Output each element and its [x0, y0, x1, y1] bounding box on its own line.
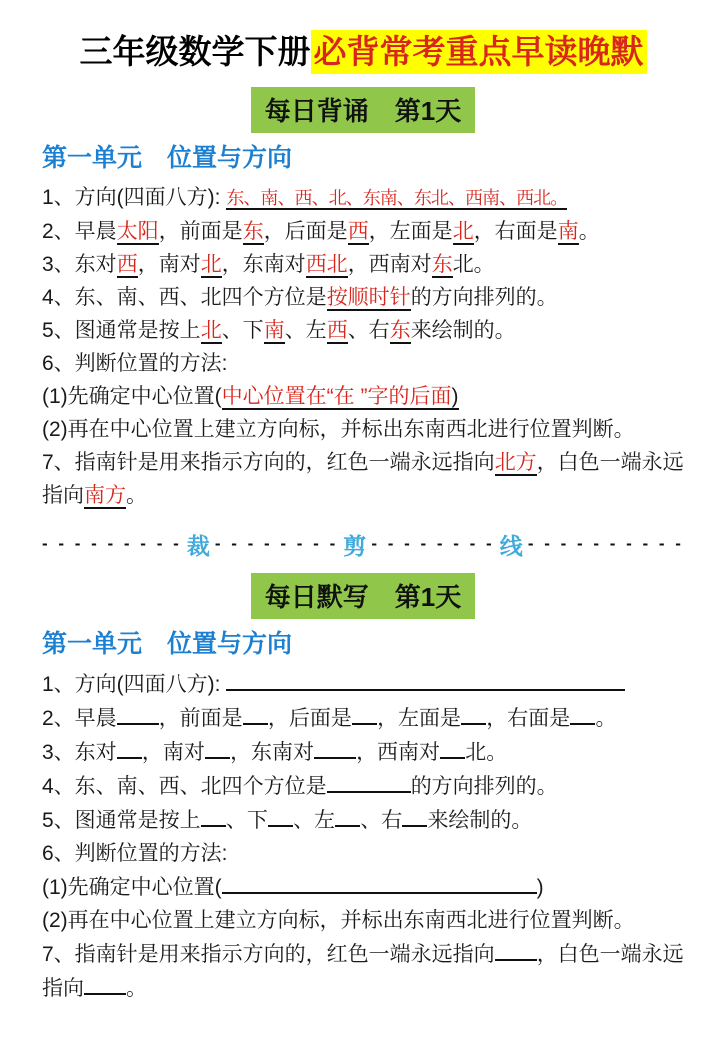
- text-line: [42, 837, 684, 870]
- answer-blank: [117, 735, 142, 759]
- answer-blank: [243, 701, 268, 725]
- answer-blank: [117, 701, 159, 725]
- answer-blank: [84, 971, 126, 995]
- text-line: [42, 937, 684, 1005]
- answer-text-red: 南: [557, 219, 579, 243]
- text-segment: (2)再在中心位置上建立方向标，并标出东南西北进行位置判断。: [42, 417, 635, 441]
- text-segment: 5、图通常是按上: [42, 318, 201, 342]
- dictation-lines: [42, 667, 684, 1005]
- text-segment: (1)先确定中心位置(: [42, 875, 222, 899]
- text-segment: ，左面是: [377, 706, 462, 730]
- text-line: [42, 181, 684, 215]
- answer-text-red: 西: [347, 219, 369, 243]
- answer-text-red: 南: [263, 318, 285, 342]
- text-segment: 3、东对: [42, 252, 117, 276]
- answer-blank: [327, 769, 411, 793]
- text-segment: 7、指南针是用来指示方向的，红色一端永远指向: [42, 450, 495, 474]
- answer-text-red: 中心位置在“在 ”字的后面: [221, 384, 452, 408]
- answer-text-red: 西北: [305, 252, 348, 276]
- text-segment: (2)再在中心位置上建立方向标，并标出东南西北进行位置判断。: [42, 908, 635, 932]
- text-segment: 6、判断位置的方法:: [42, 351, 228, 375]
- answer-blank: [440, 735, 465, 759]
- answer-text-red: 太阳: [116, 219, 159, 243]
- text-segment: ，南对: [137, 252, 201, 276]
- text-segment: ，南对: [141, 740, 205, 764]
- text-segment: 的方向排列的。: [410, 285, 558, 309]
- text-line: [42, 446, 684, 512]
- answer-blank: [205, 735, 230, 759]
- answer-blank: [570, 701, 595, 725]
- cut-line-dashes: - - - - - - - - -: [42, 534, 182, 554]
- cut-line-dashes: - - - - - - - -: [371, 534, 495, 554]
- text-segment: 、下: [221, 318, 264, 342]
- text-segment: (1)先确定中心位置(: [42, 384, 222, 408]
- text-line: [42, 803, 684, 837]
- dictation-banner: [42, 573, 684, 619]
- text-segment: 。: [126, 976, 147, 1000]
- text-segment: 、左: [284, 318, 327, 342]
- cut-line-label: 裁: [186, 532, 210, 559]
- answer-text-red: 北: [200, 252, 222, 276]
- text-segment: 1、方向(四面八方):: [42, 672, 227, 696]
- answer-text-red: 西: [326, 318, 348, 342]
- cut-line-dashes: - - - - - - - -: [214, 534, 339, 554]
- text-segment: 2、早晨: [42, 219, 117, 243]
- answer-text-red: 按顺时针: [326, 285, 411, 309]
- cut-line-dashes: - - - - - - - - - -: [527, 534, 684, 554]
- text-segment: ，东南对: [230, 740, 315, 764]
- cut-line-label: 线: [499, 532, 523, 559]
- title-highlight-text: 必背常考重点早读晚默: [311, 30, 647, 74]
- text-segment: ，右面是: [486, 706, 571, 730]
- page-title: [42, 30, 684, 75]
- text-line: [42, 735, 684, 769]
- answer-blank: [226, 667, 625, 691]
- text-segment: ): [536, 875, 544, 899]
- answer-blank: [201, 803, 226, 827]
- answer-blank: [314, 735, 356, 759]
- recite-banner-label: 每日背诵 第1天: [251, 87, 475, 133]
- answer-blank: [222, 870, 537, 894]
- text-segment: 、下: [225, 808, 268, 832]
- answer-text-red: 西: [116, 252, 138, 276]
- text-segment: 。: [578, 219, 600, 243]
- text-segment: 。: [126, 483, 147, 507]
- text-segment: 6、判断位置的方法:: [42, 841, 228, 865]
- text-line: [42, 347, 684, 380]
- text-segment: ，白色一端永远指向: [42, 942, 684, 1000]
- text-segment: 5、图通常是按上: [42, 808, 201, 832]
- answer-text-red: 东: [431, 252, 453, 276]
- answer-text-red: 东、南、西、北、东南、东北、西南、西北。: [226, 187, 568, 208]
- text-line: [42, 870, 684, 904]
- recite-lines: [42, 181, 684, 512]
- text-segment: 北。: [465, 740, 508, 764]
- text-line: [42, 904, 684, 937]
- text-segment: 、右: [360, 808, 403, 832]
- text-line: [42, 248, 684, 281]
- answer-text-red: 北: [200, 318, 222, 342]
- answer-text-red: 东: [389, 318, 411, 342]
- dictation-unit-heading: 第一单元 位置与方向: [42, 629, 293, 658]
- text-segment: 2、早晨: [42, 706, 117, 730]
- text-segment: 北。: [452, 252, 495, 276]
- recite-banner: [42, 87, 684, 133]
- text-segment: ，西南对: [347, 252, 432, 276]
- text-segment: 来绘制的。: [427, 808, 533, 832]
- answer-blank: [268, 803, 293, 827]
- answer-text-red: 东: [242, 219, 264, 243]
- text-line: [42, 215, 684, 248]
- text-segment: 、左: [293, 808, 336, 832]
- text-segment: ，左面是: [368, 219, 453, 243]
- answer-blank: [352, 701, 377, 725]
- answer-text-red: 北: [452, 219, 474, 243]
- text-line: [42, 281, 684, 314]
- text-segment: 的方向排列的。: [410, 774, 558, 798]
- text-segment: ，西南对: [356, 740, 441, 764]
- text-segment: ，右面是: [473, 219, 558, 243]
- dictation-banner-label: 每日默写 第1天: [251, 573, 475, 619]
- answer-blank: [335, 803, 360, 827]
- text-segment: ，东南对: [221, 252, 306, 276]
- text-line: [42, 769, 684, 803]
- cut-line-label: 剪: [343, 532, 367, 559]
- text-segment: 。: [595, 706, 617, 730]
- text-line: [42, 667, 684, 701]
- cut-line: [42, 528, 684, 561]
- answer-blank: [495, 937, 537, 961]
- recite-unit-heading: 第一单元 位置与方向: [42, 143, 293, 172]
- text-line: [42, 701, 684, 735]
- text-segment: ，前面是: [158, 706, 243, 730]
- text-segment: 7、指南针是用来指示方向的，红色一端永远指向: [42, 942, 495, 966]
- text-segment: 4、东、南、西、北四个方位是: [42, 774, 327, 798]
- text-segment: 4、东、南、西、北四个方位是: [42, 285, 327, 309]
- underlined-text-segment: ): [451, 384, 459, 408]
- text-segment: 3、东对: [42, 740, 117, 764]
- text-line: [42, 314, 684, 347]
- text-segment: 1、方向(四面八方):: [42, 185, 227, 209]
- answer-blank: [461, 701, 486, 725]
- answer-text-red: 南方: [84, 483, 126, 507]
- text-segment: 、右: [347, 318, 390, 342]
- text-segment: ，前面是: [158, 219, 243, 243]
- text-line: [42, 413, 684, 446]
- text-segment: ，白色一端永远指向: [42, 450, 684, 507]
- text-segment: ，后面是: [267, 706, 352, 730]
- answer-blank: [402, 803, 427, 827]
- text-segment: 来绘制的。: [410, 318, 516, 342]
- text-line: [42, 380, 684, 413]
- answer-text-red: 北方: [494, 450, 537, 474]
- text-segment: ，后面是: [263, 219, 348, 243]
- title-course-text: 三年级数学下册: [79, 33, 311, 70]
